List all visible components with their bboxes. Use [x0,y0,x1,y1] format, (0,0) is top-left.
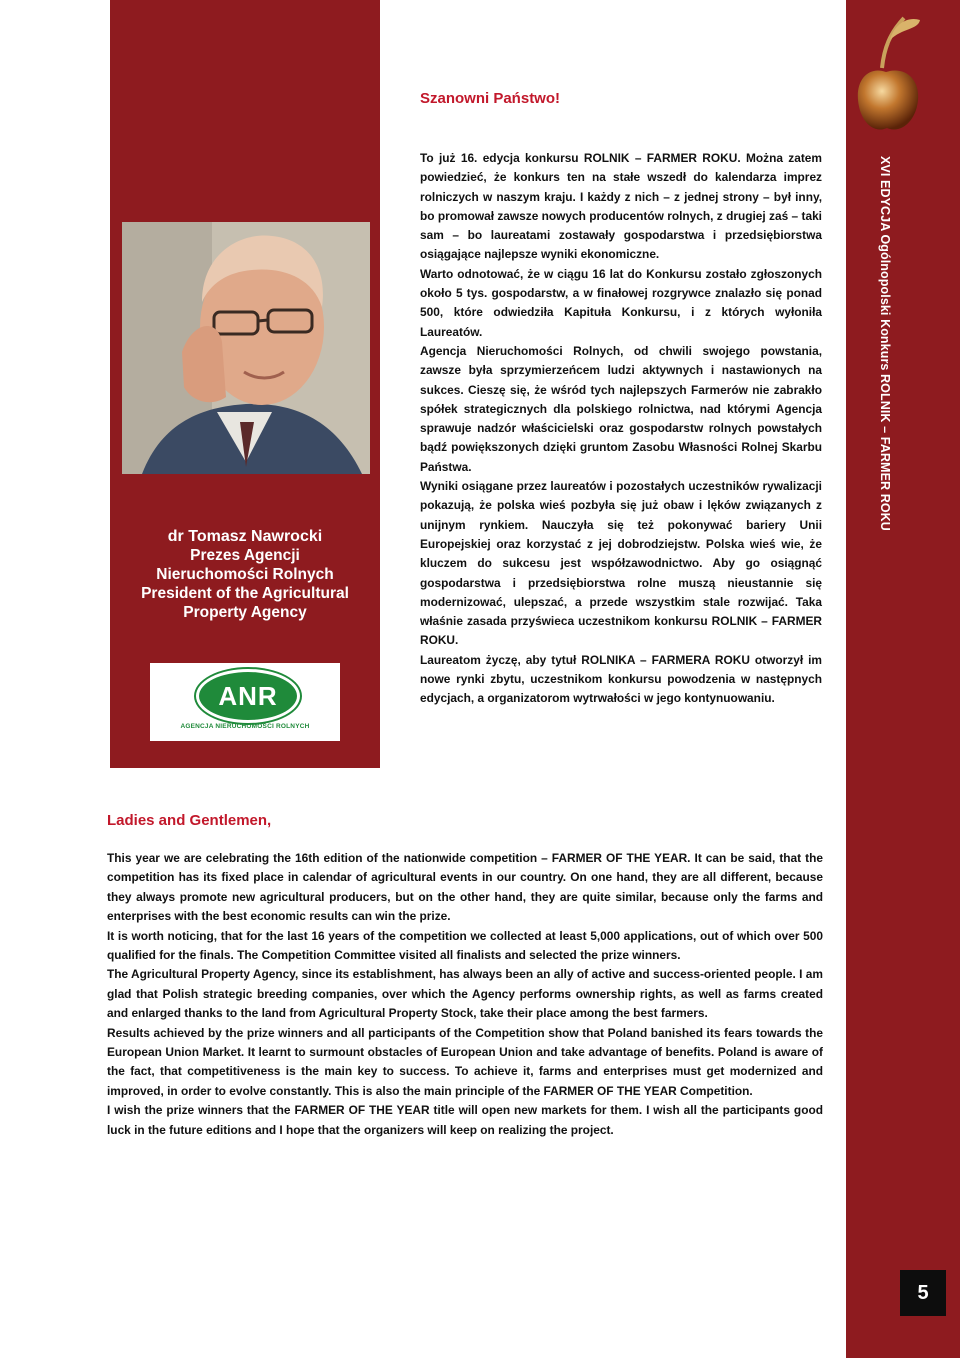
en-body [107,849,823,1140]
en-paragraph: The Agricultural Property Agency, since its establishment, has always been an ally of active and success-oriented people. I am glad that Polish strategic breeding companies, over which the Agency performs ownership rights, as well as farms created and enlarged thanks to the land from Agricultural Property Stock, take their place among the best farmers. [107,967,823,1021]
anr-logo [150,663,340,741]
en-paragraph: I wish the prize winners that the FARMER OF THE YEAR title will open new markets for them. I wish all the participants good luck in the future editions and I hope that the organizers will keep on realizing the project. [107,1103,823,1137]
golden-apple-icon [852,8,922,138]
en-paragraph: Results achieved by the prize winners and all participants of the Competition show that Poland banished its fears towards the European Union Market. It learnt to surmount obstacles of European Union and take advantage of benefits. Poland is aware of the fact, that competitiveness is the main key to success. To achieve it, farms and enterprises must get modernized and improved, in order to evolve constantly. This is also the main principle of the FARMER OF THE YEAR Competition. [107,1025,823,1098]
vertical-edition-title-text: XVI EDYCJA Ogólnopolski Konkurs ROLNIK – FARMER ROKU [878,156,892,531]
en-paragraph: This year we are celebrating the 16th edition of the nationwide competition – FARMER OF THE YEAR. It can be said, that the competition has its fixed place in calendar of agricultural events in our country. On one hand, they are all different, because they always promote new agricultural producers, but on the other hand, they are quite similar, because only the farms and enterprises with the best economic results can win the prize. [107,851,823,924]
pl-paragraph: To już 16. edycja konkursu ROLNIK – FARMER ROKU. Można zatem powiedzieć, że konkurs ten na stałe wszedł do kalendarza imprez rolniczych w naszym kraju. I każdy z nich – z jednej strony – był inny, bo promował zawsze nowych producentów rolnych, z drugiej zaś – taki sam – bo laureatami zostawały gospodarstwa i przedsiębiorstwa osiągające najlepsze wyniki ekonomiczne. [420,151,822,262]
en-heading: Ladies and Gentlemen, [107,812,272,829]
vertical-edition-title [872,156,902,616]
pl-body [420,149,822,709]
person-title-en-1: President of the Agricultural [141,585,349,602]
person-name: dr Tomasz Nawrocki [167,528,323,545]
anr-logo-full-name: AGENCJA NIERUCHOMOŚCI ROLNYCH [180,723,310,730]
pl-paragraph: Laureatom życzę, aby tytuł ROLNIKA – FARMERA ROKU otworzył im nowe rynki zbytu, uczestnikom konkursu powodzenia w następnych edycjach, a organizatorom wytrwałości w jego kontynuowaniu. [420,652,822,706]
pl-paragraph: Agencja Nieruchomości Rolnych, od chwili swojego powstania, zawsze była sprzymierzeńcem ludzi aktywnych i nastawionych na sukces. Cieszę się, że wśród tych najlepszych Farmerów nie zabrakło spółek strategicznych dla polskiego rolnictwa, nad którymi Agencja sprawuje nadzór właścicielski oraz gospodarstw rolnych powstałych bądź powiększonych dzięki gruntom Zasobu Własności Rolnej Skarbu Państwa. [420,343,822,474]
en-paragraph: It is worth noticing, that for the last 16 years of the competition we collected at least 5,000 applications, out of which over 500 qualified for the finals. The Competition Committee visited all finalists and selected the prize winners. [107,928,823,963]
person-caption [130,527,360,622]
side-bar [846,0,960,1358]
pl-paragraph: Wyniki osiągane przez laureatów i pozostałych uczestników rywalizacji pokazują, że polska wieś pozbyła się już obaw i lęków związanych z unijnym rynkiem. Nauczyła się też pokonywać bariery Unii Europejskiej oraz korzystać z jej dobrodziejstw. Polska wieś wie, że kluczem do sukcesu jest współzawodnictwo. Aby go osiągnąć gospodarstwa i przedsiębiorstwa rolne muszą nieustannie się modernizować, ulepszać, a przede wszystkim stale rozwijać. Taka właśnie zasada przyświeca uczestnikom konkursu ROLNIK – FARMER ROKU. [420,479,822,648]
page-number: 5 [900,1270,946,1316]
portrait-illustration [122,222,370,474]
person-title-en-2: Property Agency [183,604,307,621]
pl-heading: Szanowni Państwo! [420,90,561,107]
anr-logo-abbr: ANR [196,669,300,723]
pl-paragraph: Warto odnotować, że w ciągu 16 lat do Konkursu zostało zgłoszonych około 5 tys. gospodarstw, a w finałowej rozgrywce znalazło się ponad 500, które odwiedziła Kapituła Konkursu, i z których wyłoniła Laureatów. [420,266,822,339]
portrait-photo [122,222,370,474]
person-title-pl-2: Nieruchomości Rolnych [156,566,334,583]
person-title-pl-1: Prezes Agencji [190,547,300,564]
